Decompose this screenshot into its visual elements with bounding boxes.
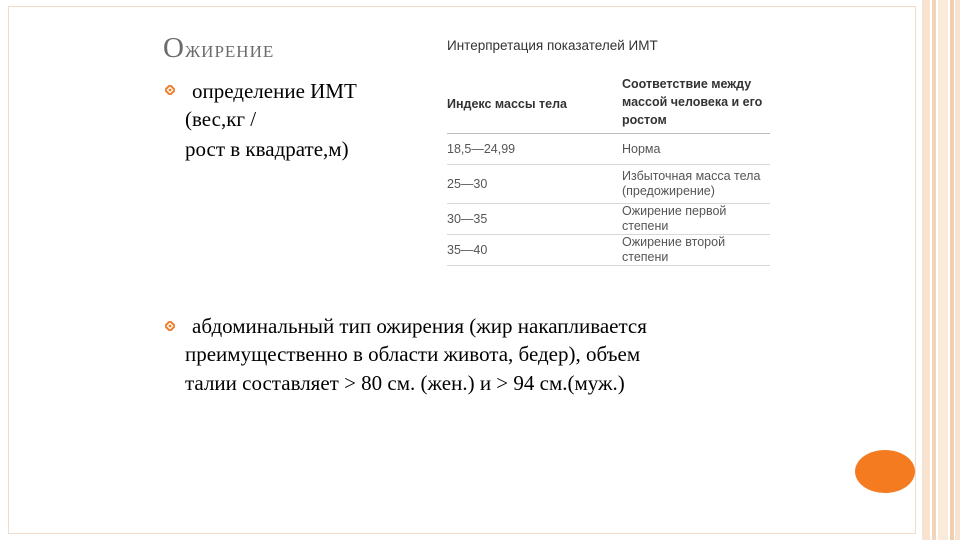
table-title: Интерпретация показателей ИМТ — [447, 38, 658, 53]
slide-title: Ожирение — [163, 32, 275, 64]
bullet-icon — [165, 85, 175, 95]
table-header-row — [447, 75, 770, 134]
table-cell: 30—35 — [447, 212, 488, 226]
table-cell: Ожирение второй степени — [622, 235, 726, 264]
table-cell: 25—30 — [447, 177, 488, 191]
bullet-2-line-3: талии составляет > 80 см. (жен.) и > 94 см.(муж.) — [185, 371, 625, 395]
bullet-1-line-1: определение ИМТ — [192, 79, 357, 103]
bullet-icon — [165, 321, 175, 331]
decorative-stripes — [922, 0, 960, 540]
table-header-correspondence: Соответствие между массой человека и его ростом — [622, 77, 763, 127]
table-row — [447, 165, 770, 204]
bullet-1-line-2: (вес,кг / — [185, 107, 257, 131]
table-cell: Ожирение первой степени — [622, 204, 727, 233]
table-cell: Избыточная масса тела (предожирение) — [622, 169, 761, 198]
table-row — [447, 204, 770, 235]
table-row — [447, 235, 770, 266]
bullet-1-line-3: рост в квадрате,м) — [185, 137, 349, 161]
bullet-2-line-1: абдоминальный тип ожирения (жир накапливается — [192, 314, 647, 338]
decorative-orange-circle — [855, 450, 915, 493]
table-cell: 18,5—24,99 — [447, 142, 516, 156]
table-cell: Норма — [622, 141, 661, 156]
table-cell: 35—40 — [447, 243, 488, 257]
table-row — [447, 134, 770, 165]
table-header-bmi: Индекс массы тела — [447, 97, 567, 111]
bmi-table — [447, 75, 770, 266]
bullet-2-line-2: преимущественно в области живота, бедер), объем — [185, 342, 641, 366]
